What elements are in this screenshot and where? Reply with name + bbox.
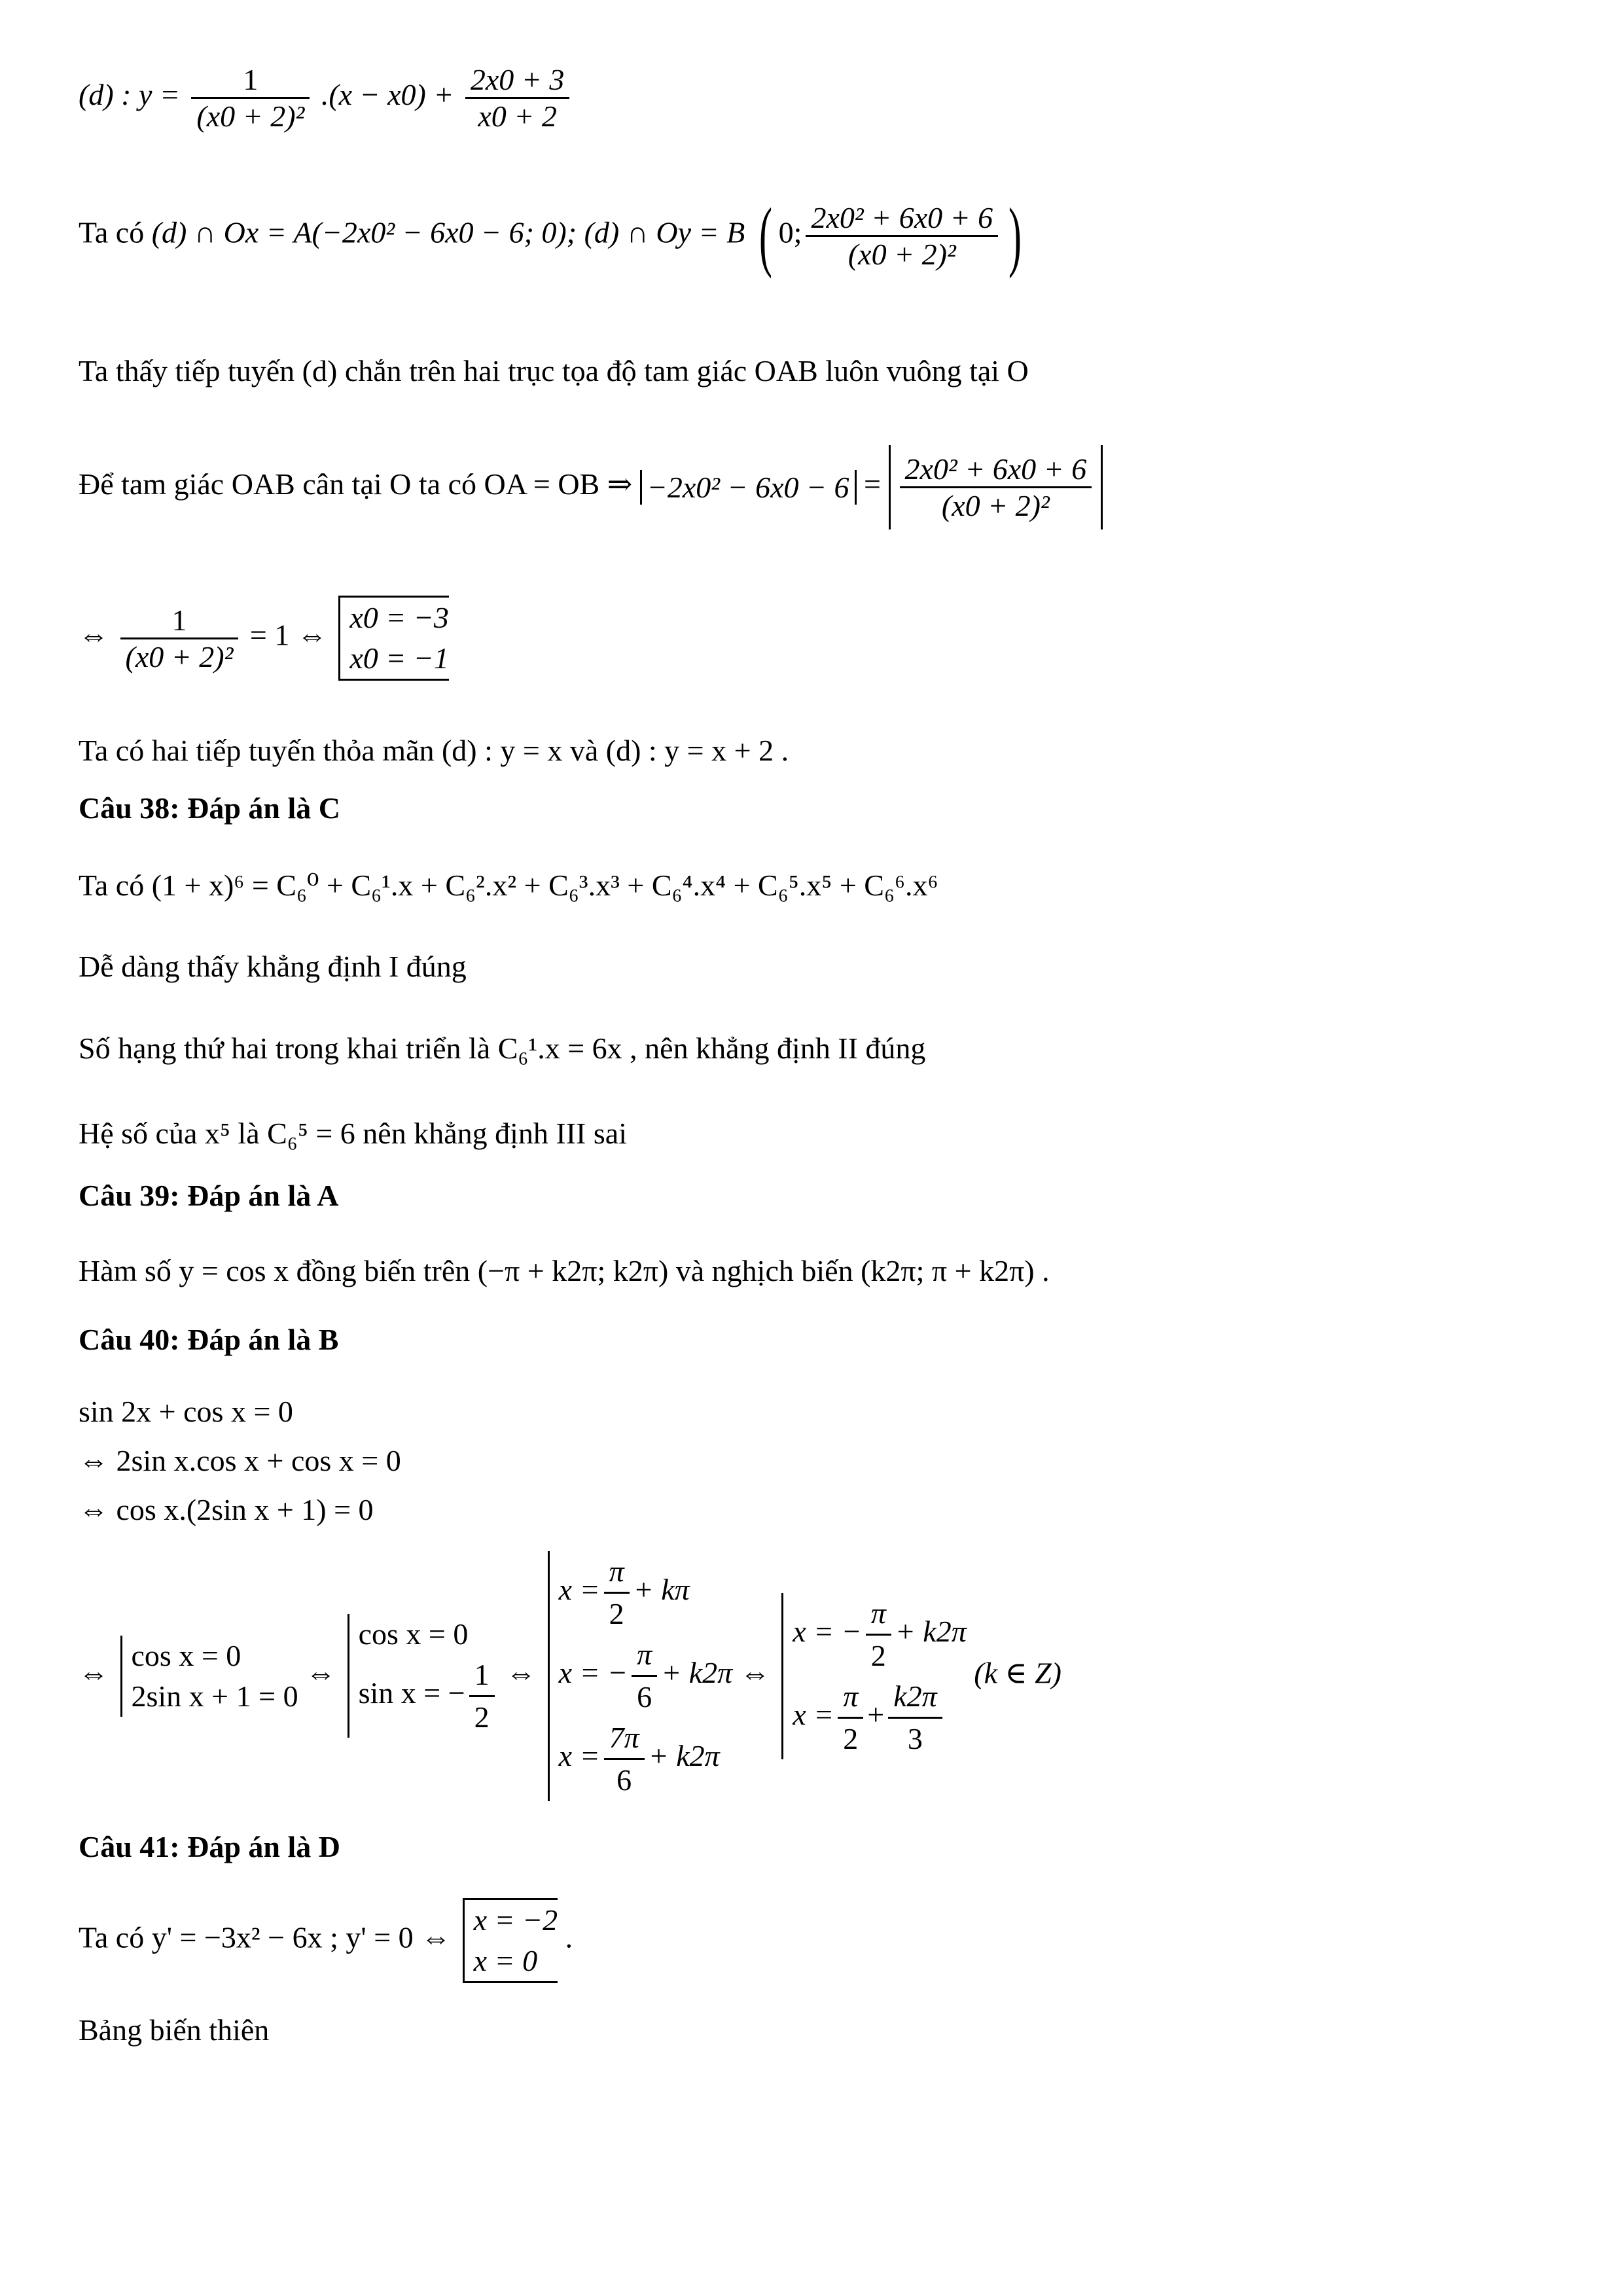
fraction-1: $\frac{1}{\text{(x0 + 2)²}}$ — [191, 62, 310, 134]
q41-bracket: x = −2 x = 0 — [463, 1898, 558, 1983]
bracket-2: cos x = 0 sin x = − $\frac{1}{2}$ — [348, 1614, 499, 1738]
bracket-1: cos x = 0 2sin x + 1 = 0 — [120, 1636, 298, 1717]
q40-line-1: sin 2x + cos x = 0 — [79, 1395, 293, 1428]
q38-statement-1: Dễ dàng thấy khẳng định I đúng — [79, 950, 467, 983]
domain-note: (k ∈ Z) — [974, 1656, 1061, 1690]
q41-title: Câu 41: Đáp án là D — [79, 1830, 341, 1863]
q38-title: Câu 38: Đáp án là C — [79, 791, 341, 825]
solution-bracket: x0 = −3 x0 = −1 — [338, 596, 449, 681]
q40-line-3: ⇔ cos x.(2sin x + 1) = 0 — [79, 1493, 374, 1526]
solve-fraction: $\frac{1}{\text{(x0 + 2)²}}$ — [120, 603, 239, 674]
q40-line-2: ⇔ 2sin x.cos x + cos x = 0 — [79, 1444, 401, 1477]
q40-bracket-chain: ⇔ cos x = 0 2sin x + 1 = 0 ⇔ cos x = 0 sin x = − $\frac{1}{2}$ ⇔ x = $\frac{\pi}{2}$ + kπ x = − $\frac{\pi}{6}$ + k2π x = $\frac{7\pi}{6}$ + k2π ⇔ x = − $\frac{\pi}{2}$ + k2π x = $\frac{\pi}{2}$ + $\frac{k2\pi}{3}$ (k ∈ Z) — [79, 1551, 1061, 1801]
abs-right: $\frac{\text{2x0² + 6x0 + 6}}{\text{(x0 + 2)²}}$ — [889, 445, 1103, 529]
q38-statement-3: Hệ số của x⁵ là C₆⁵ = 6 nên khẳng định III sai — [79, 1117, 627, 1150]
point-a: (d) ∩ Ox = A(−2x0² − 6x0 − 6; 0); — [151, 215, 577, 249]
eq-lhs: (d) : y = — [79, 78, 180, 112]
bracket-3: x = $\frac{\pi}{2}$ + kπ x = − $\frac{\pi}{6}$ + k2π x = $\frac{7\pi}{6}$ + k2π — [548, 1551, 733, 1801]
q41-derivative: Ta có y' = −3x² − 6x ; y' = 0 ⇔ x = −2 x = 0 . — [79, 1898, 573, 1983]
q39-title: Câu 39: Đáp án là A — [79, 1179, 339, 1212]
abs-left: −2x0² − 6x0 − 6 — [640, 470, 857, 505]
point-b-fraction: $\frac{\text{2x0² + 6x0 + 6}}{\text{(x0 + 2)²}}$ — [806, 200, 998, 272]
q38-expansion: Ta có (1 + x)⁶ = C₆⁰ + C₆¹.x + C₆².x² + C₆³.x³ + C₆⁴.x⁴ + C₆⁵.x⁵ + C₆⁶.x⁶ — [79, 869, 938, 902]
isosceles-condition: Để tam giác OAB cân tại O ta có OA = OB ⇒ −2x0² − 6x0 − 6 = $\frac{\text{2x0² + 6x0 + 6}}{\text{(x0 + 2)²}}$ — [79, 445, 1103, 529]
conclusion: Ta có hai tiếp tuyến thỏa mãn (d) : y = x và (d) : y = x + 2 . — [79, 734, 789, 767]
variation-table-label: Bảng biến thiên — [79, 2013, 270, 2047]
eq-mid: .(x − x0) + — [321, 78, 454, 112]
point-b-label: (d) ∩ Oy = B — [584, 215, 745, 249]
q39-text: Hàm số y = cos x đồng biến trên (−π + k2π; k2π) và nghịch biến (k2π; π + k2π) . — [79, 1254, 1050, 1287]
intersections-line: Ta có (d) ∩ Ox = A(−2x0² − 6x0 − 6; 0); (d) ∩ Oy = B ( 0; $\frac{\text{2x0² + 6x0 + 6}}{\text{(x0 + 2)²}}$ ) — [79, 192, 1022, 279]
bracket-4: x = − $\frac{\pi}{2}$ + k2π x = $\frac{\pi}{2}$ + $\frac{k2\pi}{3}$ — [781, 1593, 967, 1759]
q40-title: Câu 40: Đáp án là B — [79, 1323, 339, 1356]
q38-statement-2: Số hạng thứ hai trong khai triển là C₆¹.x = 6x , nên khẳng định II đúng — [79, 1031, 926, 1065]
right-triangle-statement: Ta thấy tiếp tuyến (d) chắn trên hai trục tọa độ tam giác OAB luôn vuông tại O — [79, 354, 1029, 387]
tangent-equation — [79, 62, 573, 134]
solve-line: ⇔ $\frac{1}{\text{(x0 + 2)²}}$ = 1 ⇔ x0 = −3 x0 = −1 — [79, 596, 449, 681]
fraction-2: $\frac{2x0 + 3}{x0 + 2}$ — [465, 62, 569, 134]
